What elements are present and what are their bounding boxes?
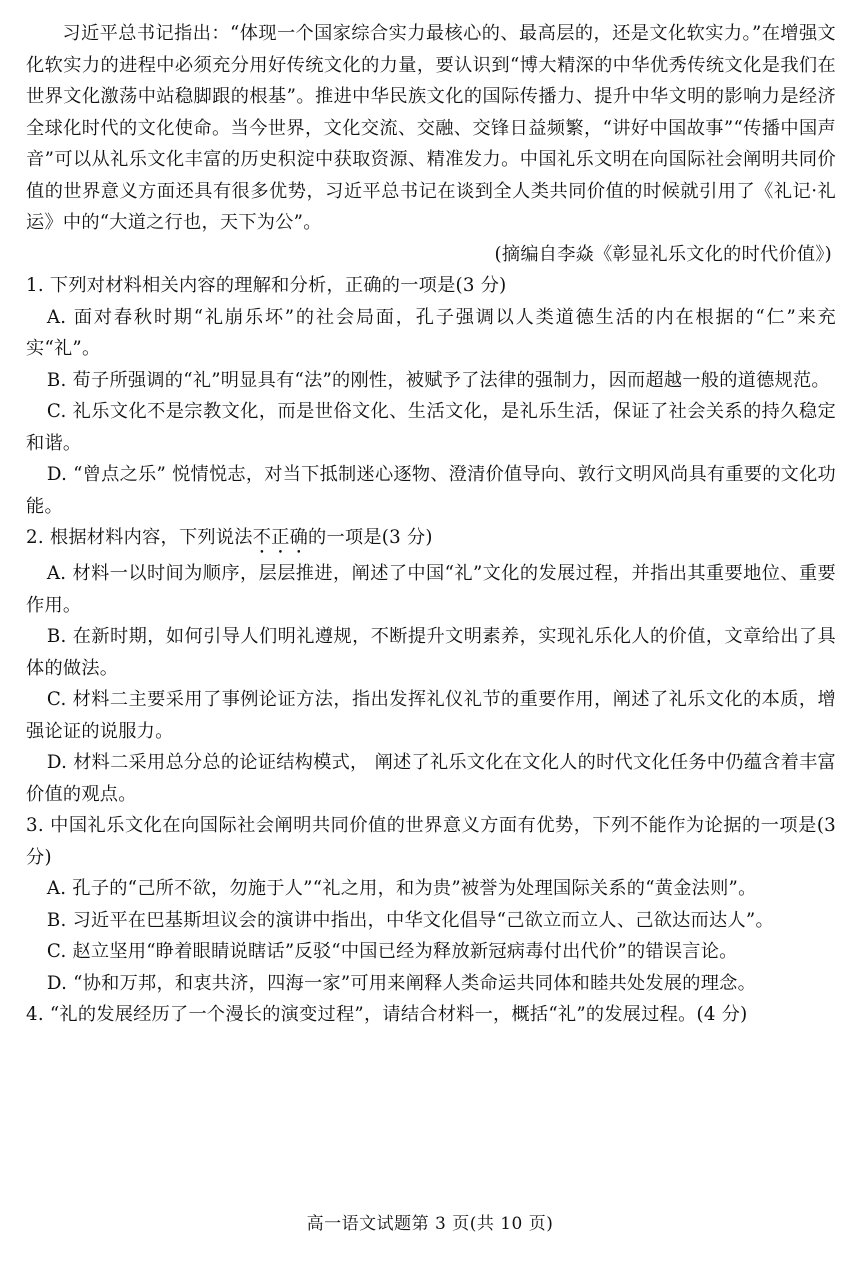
question-3-option-c: C. 赵立坚用“睁着眼睛说瞎话”反驳“中国已经为释放新冠病毒付出代价”的错误言论。 — [46, 941, 738, 962]
question-2-stem-emphasis: 不正确 — [252, 527, 309, 548]
passage-paragraph: 习近平总书记指出：“体现一个国家综合实力最核心的、最高层的，还是文化软实力。”在增强文化软实力的进程中必须充分用好传统文化的力量，要认识到“博大精深的中华优秀传统文化是我们在世界文化激荡中站稳脚跟的根基”。推进中华民族文化的国际传播力、提升中华文明的影响力是经济全球化时代的文化使命。当今世界，文化交流、交融、交锋日益频繁，“讲好中国故事”“传播中国声音”可以从礼乐文化丰富的历史积淀中获取资源、精准发力。中国礼乐文明在向国际社会阐明共同价值的世界意义方面还具有很多优势，习近平总书记在谈到全人类共同价值的时候就引用了《礼记·礼运》中的“大道之行也，天下为公”。 — [26, 23, 836, 233]
passage-source: (摘编自李焱《彰显礼乐文化的时代价值》) — [494, 243, 832, 265]
question-1-option-d: D. “曾点之乐” 悦情悦志，对当下抵制迷心逐物、澄清价值导向、敦行文明风尚具有重要的文化功能。 — [26, 464, 836, 517]
question-2-option-b: B. 在新时期，如何引导人们明礼遵规，不断提升文明素养，实现礼乐化人的价值，文章给出了具体的做法。 — [26, 626, 836, 679]
question-1-option-c: C. 礼乐文化不是宗教文化，而是世俗文化、生活文化，是礼乐生活，保证了社会关系的持久稳定和谐。 — [26, 401, 836, 454]
question-2-option-a: A. 材料一以时间为顺序，层层推进，阐述了中国“礼”文化的发展过程，并指出其重要地位、重要作用。 — [26, 563, 836, 616]
exam-page — [26, 18, 836, 1031]
question-2-stem-lead: 2. 根据材料内容，下列说法 — [26, 527, 253, 548]
question-1-stem: 1. 下列对材料相关内容的理解和分析，正确的一项是(3 分) — [26, 275, 507, 296]
question-3-stem: 3. 中国礼乐文化在向国际社会阐明共同价值的世界意义方面有优势，下列不能作为论据的一项是(3 分) — [26, 815, 836, 868]
question-2-option-d: D. 材料二采用总分总的论证结构模式， 阐述了礼乐文化在文化人的时代文化任务中仍蕴含着丰富价值的观点。 — [26, 752, 836, 805]
question-2-stem — [26, 522, 836, 558]
question-4-stem: 4. “礼的发展经历了一个漫长的演变过程”，请结合材料一，概括“礼”的发展过程。(4 分) — [26, 1004, 748, 1025]
question-3-option-a: A. 孔子的“己所不欲，勿施于人”“礼之用，和为贵”被誉为处理国际关系的“黄金法则”。 — [46, 878, 757, 899]
page-footer: 高一语文试题第 3 页(共 10 页) — [306, 1214, 554, 1234]
question-1-option-a: A. 面对春秋时期“礼崩乐坏”的社会局面，孔子强调以人类道德生活的内在根据的“仁”来充实“礼”。 — [26, 306, 836, 359]
question-2-stem-tail: 的一项是(3 分) — [308, 527, 433, 548]
question-1-option-b: B. 荀子所强调的“礼”明显具有“法”的刚性，被赋予了法律的强制力，因而超越一般的道德规范。 — [46, 369, 830, 391]
question-3-option-d: D. “协和万邦，和衷共济，四海一家”可用来阐释人类命运共同体和睦共处发展的理念。 — [46, 972, 757, 994]
question-2-option-c: C. 材料二主要采用了事例论证方法，指出发挥礼仪礼节的重要作用，阐述了礼乐文化的本质，增强论证的说服力。 — [26, 689, 836, 742]
question-3-option-b: B. 习近平在巴基斯坦议会的演讲中指出，中华文化倡导“己欲立而立人、己欲达而达人”。 — [46, 909, 774, 931]
